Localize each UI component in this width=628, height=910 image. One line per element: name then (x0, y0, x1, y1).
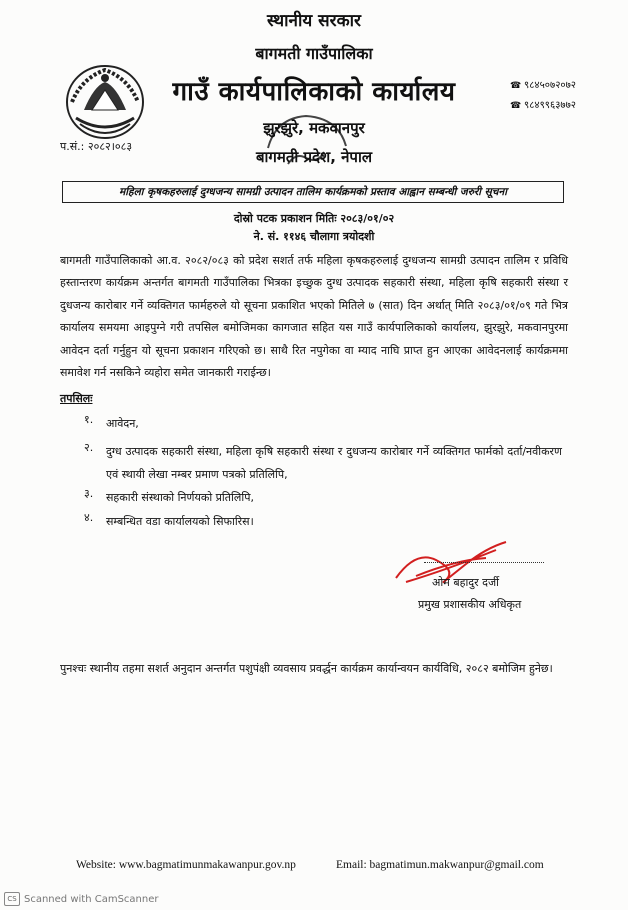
postscript-note: पुनश्चः स्थानीय तहमा सशर्त अनुदान अन्तर्गत पशुपंक्षी व्यवसाय प्रवर्द्धन कार्यक्रम कार्यान्वयन कार्यविधि, २०८२ बमोजिम हुनेछ। (60, 662, 553, 675)
list-item-number: १. (84, 413, 94, 426)
camscanner-logo-icon: CS (4, 892, 20, 906)
footer-website: Website: www.bagmatimunmakawanpur.gov.np (76, 859, 296, 871)
list-item-text: आवेदन, (106, 417, 139, 430)
nepal-samvat-date: ने. सं. ११४६ चौलागा त्रयोदशी (253, 230, 375, 243)
scanner-watermark (4, 892, 159, 906)
list-item-number: ३. (84, 487, 94, 500)
list-item-number: ४. (84, 511, 94, 524)
office-title: गाउँ कार्यपालिकाको कार्यालय (172, 77, 456, 107)
list-item-text: दुग्ध उत्पादक सहकारी संस्था, महिला कृषि सहकारी संस्था र दुधजन्य कारोबार गर्ने व्यक्तिगत फार्मको दर्ता/नवीकरण एवं स्थायी लेखा नम्बर प्रमाण पत्रको प्रतिलिपि, (106, 445, 562, 481)
list-item-number: २. (84, 441, 94, 454)
signatory-title: प्रमुख प्रशासकीय अधिकृत (418, 598, 522, 611)
publication-date: दोस्रो पटक प्रकाशन मितिः २०८३/०१/०२ (233, 212, 395, 225)
phone-number: ९८४५०७२०७२ (524, 80, 576, 91)
phone-row (510, 96, 576, 116)
signatory-name: ओम बहादुर दर्जी (432, 576, 499, 589)
address-line1: झुरझुरे, मकवानपुर (263, 119, 365, 137)
phone-number: ९८४९९६३७७२ (524, 100, 576, 111)
header-line2: बागमती गाउँपालिका (255, 44, 373, 63)
signature-line (424, 562, 544, 563)
subject-heading: महिला कृषकहरुलाई दुग्धजन्य सामग्री उत्पादन तालिम कार्यक्रमको प्रस्ताव आह्वान सम्बन्धी जरुरी सूचना (62, 181, 564, 203)
phone-icon: ☎ (510, 101, 522, 111)
scanner-text: Scanned with CamScanner (24, 893, 159, 905)
phone-row (510, 76, 576, 96)
footer-email: Email: bagmatimun.makwanpur@gmail.com (336, 859, 544, 871)
reference-number: प.सं.: २०८२।०८३ (60, 140, 133, 153)
notice-body: बागमती गाउँपालिकाको आ.व. २०८२/०८३ को प्रदेश सशर्त तर्फ महिला कृषकहरुलाई दुग्धजन्य सामग्री उत्पादन तालिम र प्रविधि हस्तान्तरण कार्यक्रम अन्तर्गत बागमती गाउँपालिका भित्रका इच्छुक दुग्ध उत्पादक सहकारी संस्था, महिला कृषि सहकारी संस्था र दुधजन्य कारोबार गर्ने व्यक्तिगत फार्महरुले यो सूचना प्रकाशित भएको मितिले ७ (सात) दिन अर्थात् मिति २०८३/०१/०९ गते भित्र कार्यालय समयमा आइपुग्ने गरी तपसिल बमोजिमका कागजात सहित यस गाउँ कार्यपालिकाको कार्यालय, झुरझुरे, मकवानपुरमा आवेदन दर्ता गर्नुहुन यो सूचना प्रकाशन गरिएको छ। साथै रित नपुगेका वा म्याद नाघि प्राप्त हुन आएका आवेदनलाई कार्यक्रममा समावेश गर्न नसकिने व्यहोरा समेत जानकारी गराईन्छ। (60, 254, 568, 380)
tapsil-heading: तपसिलः (60, 392, 93, 405)
header-line1: स्थानीय सरकार (266, 11, 361, 31)
list-item-text: सहकारी संस्थाको निर्णयको प्रतिलिपि, (106, 491, 254, 504)
address-line2: बागमती प्रदेश, नेपाल (255, 148, 373, 166)
list-item-text: सम्बन्धित वडा कार्यालयको सिफारिस। (106, 515, 254, 528)
phone-icon: ☎ (510, 81, 522, 91)
phone-list (510, 76, 576, 116)
